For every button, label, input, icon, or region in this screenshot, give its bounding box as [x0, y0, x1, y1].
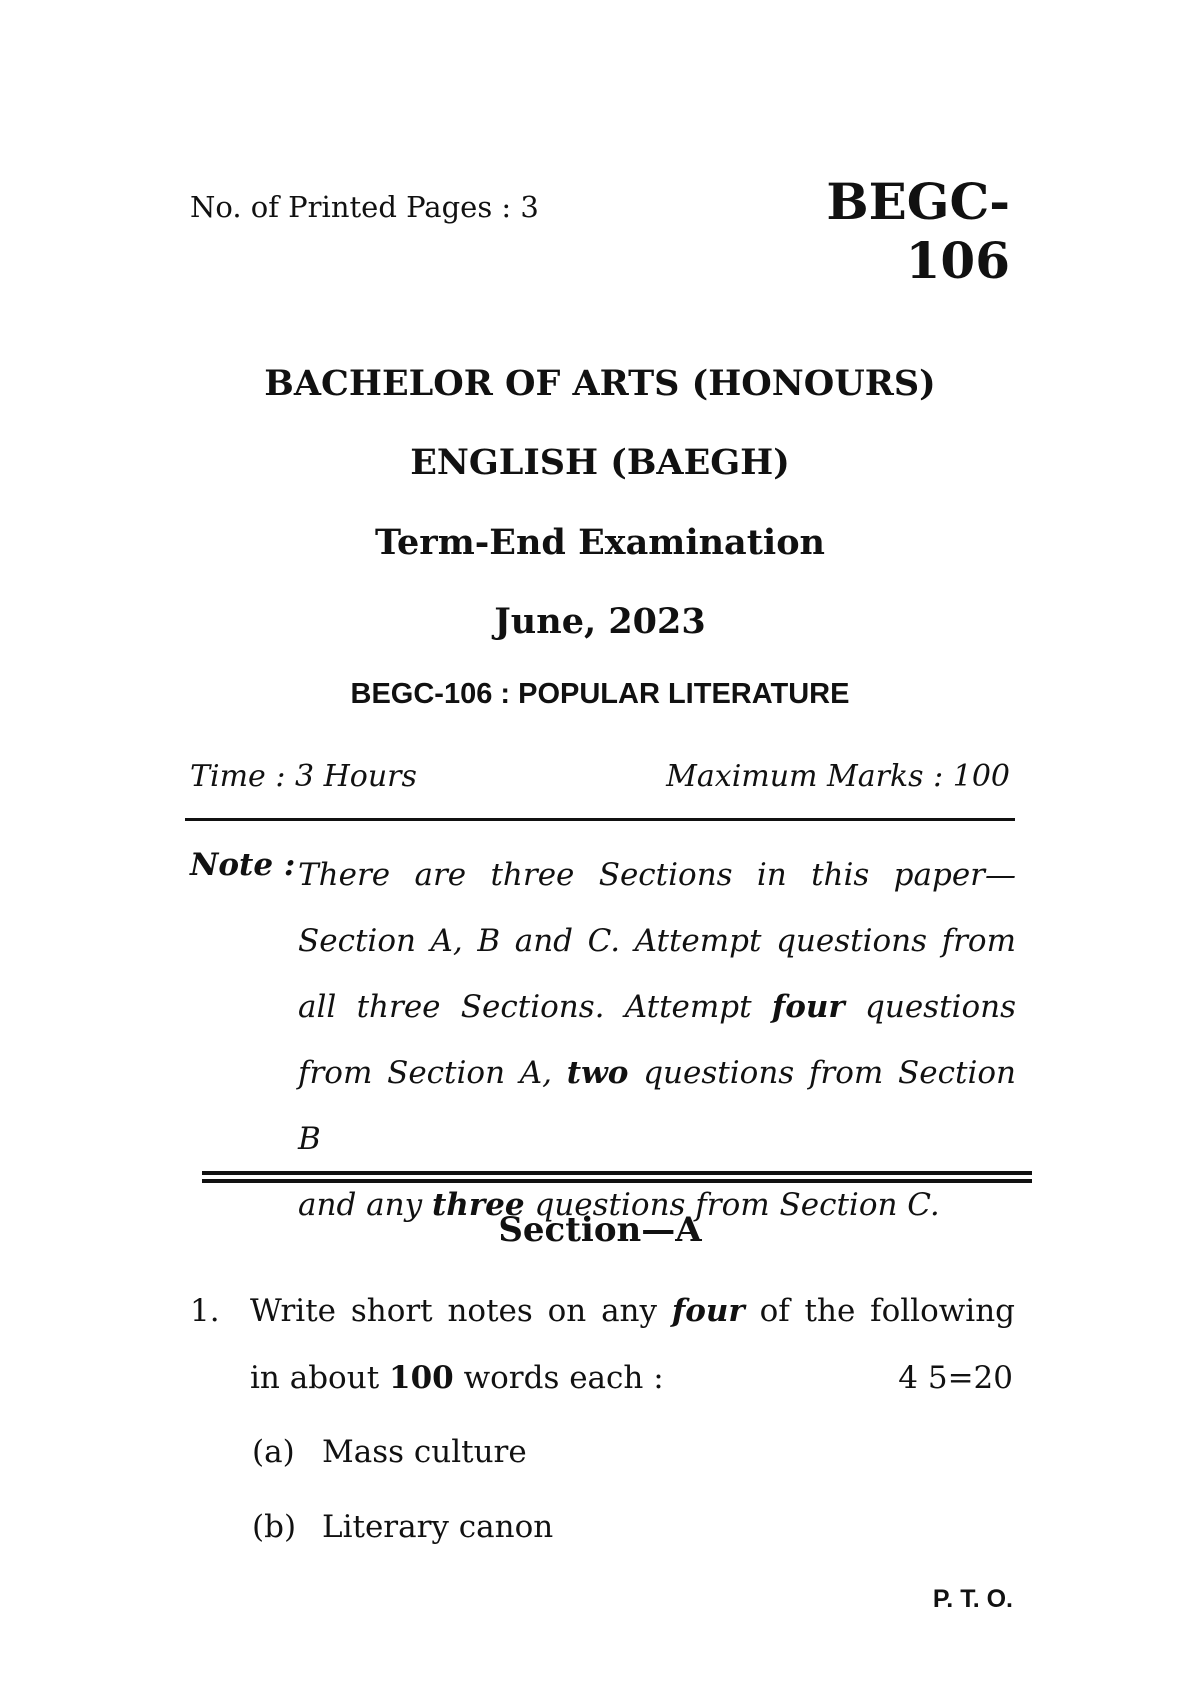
course-code: BEGC-106 — [826, 172, 1010, 290]
note-emphasis-two: two — [566, 1055, 629, 1091]
exam-session: June, 2023 — [494, 601, 706, 642]
divider-rule — [185, 818, 1015, 821]
section-heading: Section—A — [498, 1210, 702, 1250]
time-allowed: Time : 3 Hours — [190, 759, 417, 794]
question-text-fragment: Write short notes on any — [250, 1293, 672, 1329]
question-text-fragment: in about — [250, 1360, 390, 1396]
note-text-fragment: questions from Section C. — [524, 1187, 940, 1223]
maximum-marks: Maximum Marks : 100 — [666, 759, 1010, 794]
note-text-fragment: all three Sections. Attempt — [298, 989, 772, 1025]
option-text: Mass culture — [322, 1434, 527, 1470]
double-rule-bottom — [202, 1179, 1032, 1183]
paper-title: BEGC-106 : POPULAR LITERATURE — [350, 678, 850, 710]
programme-title: BACHELOR OF ARTS (HONOURS) — [264, 363, 936, 404]
printed-pages-count: No. of Printed Pages : 3 — [190, 190, 539, 224]
note-text-fragment: questions — [844, 989, 1016, 1025]
question-number: 1. — [190, 1293, 220, 1329]
note-line-4 — [298, 1040, 1016, 1172]
note-emphasis-three: three — [431, 1187, 525, 1223]
note-text-fragment: questions from Section B — [298, 1055, 1016, 1157]
note-line-1: There are three Sections in this paper— — [298, 857, 1016, 893]
option-letter: (b) — [252, 1509, 297, 1545]
question-marks: 4 5=20 — [898, 1360, 1013, 1396]
option-letter: (a) — [252, 1434, 295, 1470]
subject-title: ENGLISH (BAEGH) — [410, 442, 790, 483]
double-rule-top — [202, 1171, 1032, 1175]
note-line-2: Section A, B and C. Attempt questions from — [298, 923, 1016, 959]
note-emphasis-four: four — [771, 989, 845, 1025]
page-turn-over-label: P. T. O. — [932, 1585, 1013, 1613]
exam-title: Term-End Examination — [374, 522, 825, 563]
question-text-fragment: of the following — [744, 1293, 1016, 1329]
option-text: Literary canon — [322, 1509, 554, 1545]
note-line-3 — [298, 974, 1016, 1040]
note-text-fragment: and any — [298, 1187, 432, 1223]
note-text-fragment: from Section A, — [298, 1055, 567, 1091]
question-text-line-1 — [250, 1293, 1015, 1329]
question-text-fragment: words each : — [453, 1360, 664, 1396]
question-emphasis-four: four — [671, 1293, 745, 1329]
question-text-line-2 — [250, 1360, 664, 1396]
question-word-count: 100 — [389, 1360, 454, 1396]
note-label: Note : — [190, 847, 296, 883]
